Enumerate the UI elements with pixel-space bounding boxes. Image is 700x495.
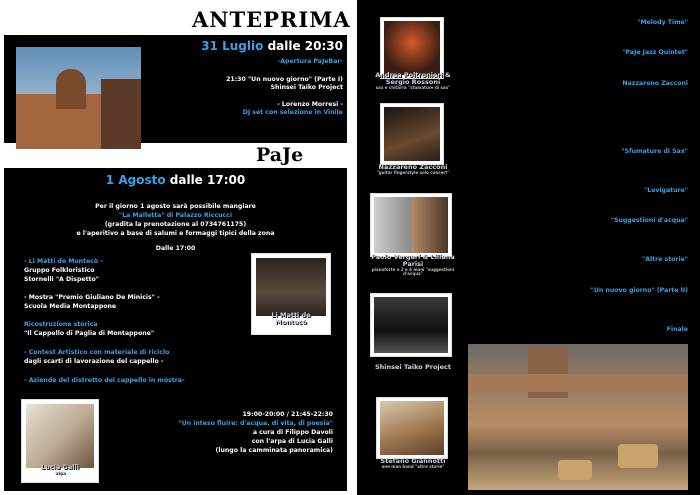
slot-8-time: 23:00-23:45	[597, 256, 640, 263]
slot-5-title: "Sfumature di Sax"	[621, 148, 688, 155]
slot-7-who: Paolo Vergari e Liliana Parisi	[587, 226, 688, 233]
slot-10-who: Finale	[666, 326, 688, 333]
paje-heading: PaJe	[256, 144, 304, 166]
item-2-title: - Mostra "Premio Giuliano De Minicis" -	[24, 294, 160, 301]
caption-2-sub: "guitar fingerstyle solo concert"	[376, 169, 450, 175]
slot-4-who2: Verticalismo, acrobatica aerea e a coppia	[543, 127, 688, 134]
caption-1-sub: sax e chitarra "sfumature di sax"	[375, 84, 451, 90]
slot-6-who: Wip Trio	[659, 196, 688, 203]
slot-7-title: "Suggestioni d'acqua"	[610, 217, 688, 224]
caption-2: Nazzareno Zacconi	[378, 163, 448, 171]
last-event-harp: con l'arpa di Lucia Galli	[251, 438, 333, 445]
slot-2-time: 18:15-19:30	[578, 49, 621, 56]
preview-event-3: - Lorenzo Morresi -	[277, 101, 343, 108]
slot-4-time: 20:15 / 22:00 / 23:45	[615, 109, 688, 116]
caption-5-sub: one man band "altre storie"	[381, 463, 445, 469]
last-event-title: "Un inteso fluire: d'acqua, di vita, di poesia"	[178, 420, 333, 427]
slot-1-time: 17:30-18:15	[593, 19, 636, 26]
slot-3-who2: "Guitar Solo"	[642, 89, 688, 96]
item-1-title: - Li Matti de Montecò -	[24, 258, 103, 265]
slot-5-who2: Sassofono e Chitarra	[615, 166, 688, 173]
square-event-photo	[468, 344, 688, 490]
slot-8-who: Stefano Giannotti, one man band	[572, 265, 688, 272]
slot-8-title: "Altre storie"	[642, 256, 688, 263]
artist-photo-4	[374, 297, 448, 353]
intro-line-4: e l'aperitivo a base di salumi e formaggi tipici della zona	[76, 230, 275, 237]
caption-3: Paolo Vergari & Liliana Parisi	[371, 253, 455, 268]
slot-4-who: Mirko Tulli e Veronica Mariani	[584, 118, 688, 125]
last-event-time: 19:00-20:00 / 21:45-22:30	[242, 411, 333, 418]
artist-photo-1-frame	[381, 18, 443, 78]
slot-5-time: 20:30 - 21:15	[572, 148, 620, 155]
item-4-line-2: dagli scarti di lavorazione del cappello -	[24, 358, 164, 365]
last-event-place: (lungo la camminata panoramica)	[215, 447, 333, 454]
preview-date: 31 Luglio	[201, 39, 264, 53]
slot-1-title: "Melody Time"	[637, 19, 688, 26]
lucia-photo-frame	[22, 400, 98, 482]
palazzo-photo	[16, 47, 141, 149]
item-5-title: - Aziende del distretto del cappello in mostra-	[24, 377, 185, 384]
dalle-label: Dalle 17:00	[155, 245, 196, 252]
right-page	[357, 0, 700, 495]
intro-line-2: "La Malletta" di Palazzo Riccucci	[119, 212, 232, 219]
preview-event-2: 21:30 "Un nuovo giorno" (Parte I)	[226, 76, 343, 83]
paje-date: 1 Agosto	[105, 173, 166, 187]
slot-6-title: "Levigature"	[644, 187, 688, 194]
item-2-line-2: Scuola Media Montappone	[24, 303, 117, 310]
intro-line-3: (gradita la prenotazione al 0734761175)	[104, 221, 247, 228]
matti-photo-frame	[252, 254, 330, 334]
artist-photo-5	[380, 401, 444, 455]
slot-7-who2: Pianoforte a 2 e 4 mani	[606, 235, 688, 242]
slot-7-time: 22:15-23:00	[566, 217, 609, 224]
matti-caption: Li Matti de Montecò	[271, 311, 311, 326]
caption-3-sub: pianoforte a 2 e 4 mani "suggestioni d'acqua"	[371, 266, 455, 276]
item-3-line-2: "Il Cappello di Paglia di Montappone"	[24, 330, 155, 337]
slot-3-who: Nazzareno Zacconi	[622, 80, 688, 87]
paje-time: dalle 17:00	[169, 173, 246, 187]
artist-photo-1	[384, 21, 440, 75]
matti-photo	[256, 258, 326, 316]
lucia-photo	[26, 404, 94, 468]
last-event-curator: a cura di Filippo Davoli	[252, 429, 333, 436]
artist-photo-4-frame	[371, 294, 451, 356]
lucia-caption: Lucia Galli	[41, 463, 79, 471]
artist-photo-2-frame	[381, 104, 443, 164]
preview-time: dalle 20:30	[267, 39, 343, 53]
preview-event-2-who: Shinsei Taiko Project	[270, 84, 343, 91]
slot-6-time: 21:15-22:00	[599, 187, 642, 194]
artist-photo-2	[384, 107, 440, 161]
paje-block	[4, 168, 347, 491]
caption-4: Shinsei Taiko Project	[374, 363, 452, 371]
preview-event-3-who: DJ set con selezione in Vinile	[242, 109, 343, 116]
preview-event-1: -Apertura PaJeBar-	[277, 58, 343, 65]
slot-9-time: 23:50	[568, 287, 589, 294]
slot-3-time: 19:30-20:15	[646, 71, 688, 78]
artist-photo-3	[374, 197, 448, 253]
item-3-title: Ricostruzione storica	[24, 321, 98, 328]
intro-line-1: Per il giorno 1 agosto sarà possibile mangiare	[95, 203, 256, 210]
caption-5: Stefano Giannotti	[380, 457, 446, 465]
artist-photo-5-frame	[377, 398, 447, 458]
slot-1-who: Melissa Galosi e Laura Tomasucci	[572, 28, 688, 35]
slot-9-title: "Un nuovo giorno" (Parte II)	[590, 287, 688, 294]
caption-1: Andrea Poltronieri & Sergio Rossoni	[375, 71, 451, 86]
item-1-line-3: Stornelli "A Dispetto"	[24, 276, 99, 283]
item-4-title: - Contest Artistico con materiale di riciclo	[24, 349, 170, 356]
slot-2-title: "PaJe Jazz Quintet"	[622, 49, 688, 56]
anteprima-heading: ANTEPRIMA	[192, 7, 351, 32]
slot-9-who: Shinsei Taiko Project	[615, 296, 688, 303]
anteprima-block	[4, 35, 347, 143]
slot-5-who: Andrea Poltronieri e Sergio Rossoni	[563, 157, 688, 164]
lucia-caption-sub: arpa	[54, 469, 66, 475]
artist-photo-3-frame	[371, 194, 451, 256]
item-1-line-2: Gruppo Folkloristico	[24, 267, 95, 274]
slot-10-time: 00:00	[668, 317, 688, 324]
